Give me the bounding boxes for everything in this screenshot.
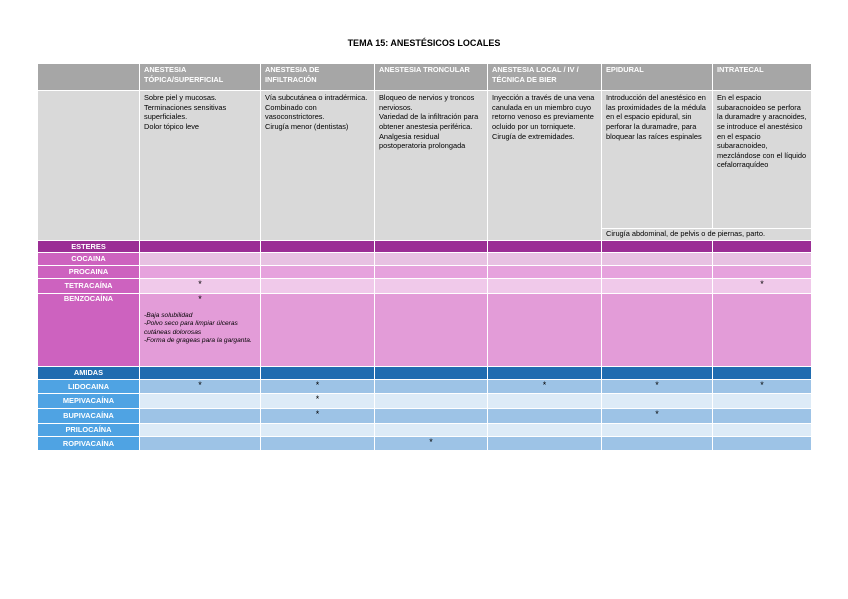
anesthetics-table	[37, 63, 812, 451]
table-cell	[375, 253, 488, 266]
table-cell	[140, 394, 261, 409]
drug-row-bupivacaina	[38, 409, 812, 424]
drug-name: ROPIVACAÍNA	[38, 437, 140, 451]
table-cell	[488, 394, 602, 409]
table-cell	[261, 279, 375, 294]
drug-name: TETRACAÍNA	[38, 279, 140, 294]
table-cell	[140, 241, 261, 253]
table-cell	[602, 437, 713, 451]
table-cell	[713, 394, 812, 409]
table-cell	[488, 241, 602, 253]
mark-cell: *	[602, 380, 713, 394]
mark-cell: *	[713, 380, 812, 394]
table-cell	[375, 367, 488, 380]
note-line: -Baja solubilidad	[144, 311, 193, 319]
table-cell	[488, 266, 602, 279]
table-cell	[140, 437, 261, 451]
table-cell	[140, 266, 261, 279]
table-cell	[375, 266, 488, 279]
table-cell	[375, 241, 488, 253]
drug-row-lidocaina	[38, 380, 812, 394]
usage-note: Cirugía abdominal, de pelvis o de piernas, parto.	[602, 229, 812, 241]
description-infiltracion: Vía subcutánea o intradérmica. Combinado con vasoconstrictores. Cirugía menor (dentistas)	[261, 91, 375, 241]
table-cell	[602, 394, 713, 409]
table-cell	[261, 241, 375, 253]
table-cell	[713, 241, 812, 253]
mark-cell: *	[140, 279, 261, 294]
table-cell	[602, 266, 713, 279]
drug-name: PROCAINA	[38, 266, 140, 279]
mark-cell: *	[375, 437, 488, 451]
description-troncular: Bloqueo de nervios y troncos nerviosos. Variedad de la infiltración para obtener anestesia periférica. Analgesia residual postoperatoria prolongada	[375, 91, 488, 241]
table-cell	[261, 266, 375, 279]
table-cell	[140, 253, 261, 266]
mark-cell: *	[488, 380, 602, 394]
table-cell	[488, 424, 602, 437]
description-local-iv: Inyección a través de una vena canulada en un miembro cuyo retorno venoso es previamente ocluido por un torniquete. Cirugía de extremidades.	[488, 91, 602, 241]
table-cell	[488, 367, 602, 380]
drug-row-cocaina	[38, 253, 812, 266]
table-cell	[375, 394, 488, 409]
header-epidural: EPIDURAL	[602, 64, 713, 91]
drug-row-procaina	[38, 266, 812, 279]
table-cell	[602, 367, 713, 380]
group-row-esteres	[38, 241, 812, 253]
header-topica: ANESTESIA TÓPICA/SUPERFICIAL	[140, 64, 261, 91]
description-intratecal: En el espacio subaracnoideo se perfora la duramadre y aracnoides, se introduce el anestésico en el espacio subaracnoideo, mezclándose con el líquido cefalorraquídeo	[713, 91, 812, 229]
note-line: -Forma de grageas para la garganta.	[144, 337, 252, 345]
group-label-esteres: ESTERES	[38, 241, 140, 253]
benzocaina-notes	[144, 312, 256, 346]
table-cell	[375, 279, 488, 294]
header-troncular: ANESTESIA TRONCULAR	[375, 64, 488, 91]
table-cell	[375, 380, 488, 394]
table-cell	[261, 294, 375, 367]
description-empty	[38, 91, 140, 241]
drug-name: MEPIVACAÍNA	[38, 394, 140, 409]
table-cell	[488, 294, 602, 367]
table-cell	[713, 294, 812, 367]
table-cell	[261, 437, 375, 451]
table-cell	[713, 409, 812, 424]
header-local-iv: ANESTESIA LOCAL / IV / TÉCNICA DE BIER	[488, 64, 602, 91]
page-title: TEMA 15: ANESTÉSICOS LOCALES	[347, 38, 501, 48]
header-row	[38, 64, 812, 91]
table-cell	[602, 241, 713, 253]
header-empty	[38, 64, 140, 91]
table-cell	[261, 367, 375, 380]
drug-row-ropivacaina	[38, 437, 812, 451]
table-cell	[602, 294, 713, 367]
drug-row-prilocaina	[38, 424, 812, 437]
group-label-amidas: AMIDAS	[38, 367, 140, 380]
description-topica: Sobre piel y mucosas. Terminaciones sensitivas superficiales. Dolor tópico leve	[140, 91, 261, 241]
table-cell	[602, 424, 713, 437]
drug-name: BUPIVACAÍNA	[38, 409, 140, 424]
drug-row-mepivacaina	[38, 394, 812, 409]
description-row	[38, 91, 812, 229]
mark-cell: *	[261, 409, 375, 424]
table-cell	[602, 253, 713, 266]
table-cell	[602, 279, 713, 294]
header-intratecal: INTRATECAL	[713, 64, 812, 91]
mark-cell: *	[198, 294, 202, 304]
table-cell	[375, 294, 488, 367]
drug-name: BENZOCAÍNA	[38, 294, 140, 367]
table-cell	[375, 424, 488, 437]
table-cell	[713, 266, 812, 279]
table-cell	[488, 279, 602, 294]
mark-cell: *	[140, 380, 261, 394]
table-cell	[713, 424, 812, 437]
group-row-amidas	[38, 367, 812, 380]
table-cell	[261, 424, 375, 437]
benzocaina-topica-cell	[140, 294, 261, 367]
table-cell	[140, 367, 261, 380]
mark-cell: *	[713, 279, 812, 294]
drug-name: PRILOCAÍNA	[38, 424, 140, 437]
mark-cell: *	[261, 394, 375, 409]
header-infiltracion: ANESTESIA DE INFILTRACIÓN	[261, 64, 375, 91]
table-cell	[488, 253, 602, 266]
mark-cell: *	[602, 409, 713, 424]
table-cell	[713, 437, 812, 451]
table-cell	[713, 367, 812, 380]
drug-name: COCAINA	[38, 253, 140, 266]
table-cell	[140, 409, 261, 424]
description-epidural: Introducción del anestésico en las proximidades de la médula en el espacio epidural, sin perforar la duramadre, para bloquear las raíces espinales	[602, 91, 713, 229]
table-cell	[713, 253, 812, 266]
table-cell	[488, 437, 602, 451]
table-cell	[261, 253, 375, 266]
drug-name: LIDOCAINA	[38, 380, 140, 394]
table-cell	[488, 409, 602, 424]
note-line: -Polvo seco para limpiar úlceras cutáneas dolorosas	[144, 320, 238, 336]
mark-cell: *	[261, 380, 375, 394]
drug-row-benzocaina	[38, 294, 812, 367]
drug-row-tetracaina	[38, 279, 812, 294]
table-cell	[375, 409, 488, 424]
table-cell	[140, 424, 261, 437]
